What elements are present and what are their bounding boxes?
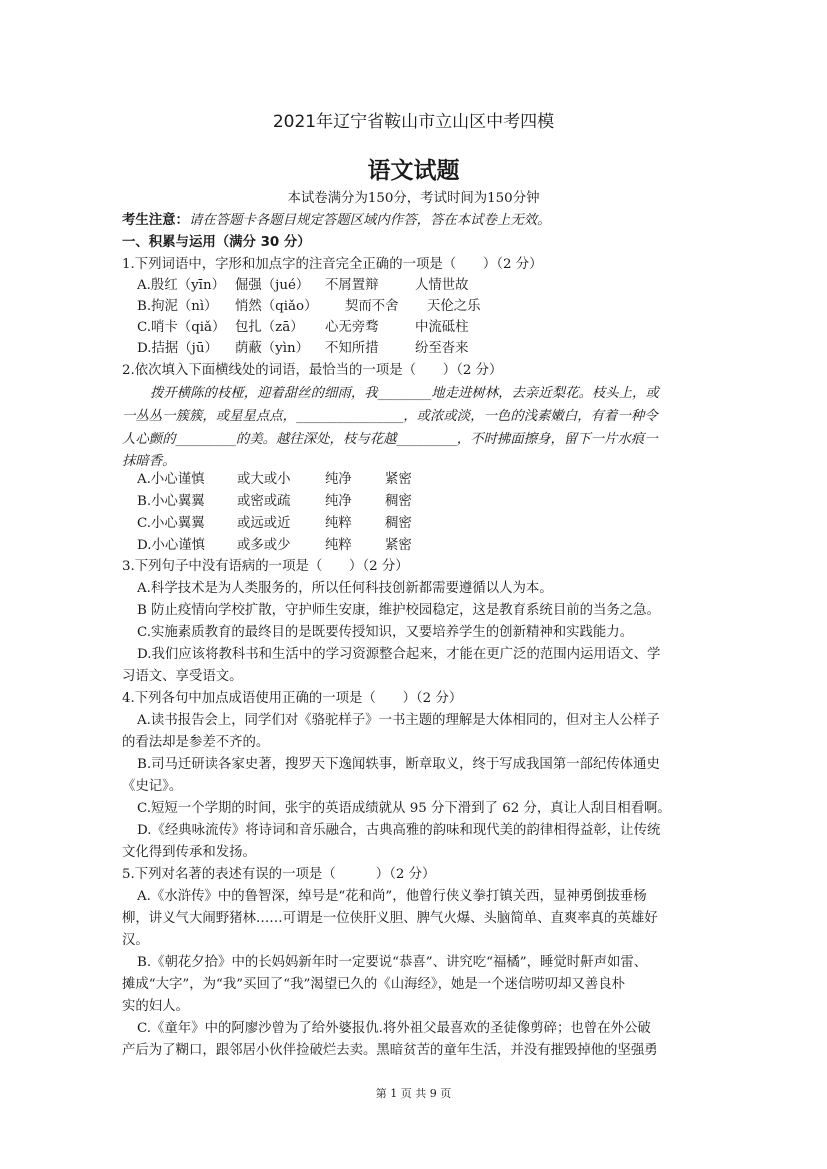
option-word: 纷至沓来 — [415, 341, 469, 356]
option-word: 心无旁骛 — [325, 320, 379, 335]
q3-option-b: B 防止疫情向学校扩散，守护师生安康，维护校园稳定，这是教育系统目前的当务之急。 — [137, 603, 660, 618]
q5-option-b: B.《朝花夕拾》中的长妈妈新年时一定要说“恭喜”、讲究吃“福橘”，睡觉时鼾声如雷、 — [137, 955, 648, 970]
q2-option-a — [137, 470, 706, 490]
option-word: 或密或疏 — [237, 494, 291, 509]
option-word: A.小心谨慎 — [137, 472, 205, 487]
q4-option-d: D.《经典咏流传》将诗词和音乐融合，古典高雅的韵味和现代美的韵律相得益彰，让传统 — [137, 823, 661, 838]
option-word: 或远或近 — [237, 516, 291, 531]
option-word: 稠密 — [385, 516, 412, 531]
q2-passage-line: 拨开横陈的枝桠，迎着甜丝的细雨，我________地走进树林，去亲近梨花。枝头上，或 — [150, 386, 659, 401]
option-word: D.小心谨慎 — [137, 538, 206, 553]
q3-option-c: C.实施素质教育的最终目的是既要传授知识，又要培养学生的创新精神和实践能力。 — [137, 625, 634, 640]
q2-option-c — [137, 514, 706, 534]
notice-label: 考生注意： — [122, 213, 189, 228]
q4-option-a-cont: 的看法却是参差不齐的。 — [122, 735, 270, 750]
q3-option-d: D.我们应该将教科书和生活中的学习资源整合起来，才能在更广泛的范围内运用语文、学 — [137, 647, 661, 662]
q4-option-d-cont: 文化得到传承和发扬。 — [122, 845, 256, 860]
exam-title: 2021年辽宁省鞍山市立山区中考四模 — [272, 112, 555, 132]
option-word: 悄然（qiǎo） — [235, 299, 318, 314]
option-word: B.拘泥（nì） — [137, 299, 218, 314]
option-word: B.小心翼翼 — [137, 494, 205, 509]
exam-info: 本试卷满分为150分，考试时间为150分钟 — [287, 191, 540, 206]
q4-stem: 4.下列各句中加点成语使用正确的一项是（ ）（2 分） — [122, 691, 463, 706]
q3-stem: 3.下列句子中没有语病的一项是（ ）（2 分） — [122, 559, 409, 574]
q1-option-a — [137, 276, 706, 296]
q5-option-c-cont: 产后为了糊口，跟邻居小伙伴捡破烂去卖。黑暗贫苦的童年生活，并没有摧毁掉他的坚强勇 — [122, 1043, 658, 1058]
q1-option-c — [137, 318, 706, 338]
option-word: A.殷红（yīn） — [137, 278, 225, 293]
notice-text: 请在答题卡各题目规定答题区域内作答，答在本试卷上无效。 — [188, 213, 551, 228]
q2-stem: 2.依次填入下面横线处的词语，最恰当的一项是（ ）（2 分） — [122, 363, 503, 378]
q2-passage-line: 人心颤的_________的美。越往深处，枝与花越_________，不时拂面擦身，留下一片水痕一 — [122, 432, 658, 447]
q4-option-a: A.读书报告会上，同学们对《骆驼样子》一书主题的理解是大体相同的，但对主人公样子 — [137, 713, 660, 728]
section-heading: 一、积累与运用（满分 30 分） — [122, 235, 311, 250]
option-word: 稠密 — [385, 494, 412, 509]
option-word: 纯净 — [325, 472, 352, 487]
q5-option-b-cont: 实的妇人。 — [122, 999, 189, 1014]
option-word: 不知所措 — [325, 341, 379, 356]
option-word: 纯净 — [325, 494, 352, 509]
q5-option-a: A.《水浒传》中的鲁智深，绰号是“花和尚”，他曾行侠义拳打镇关西，显神勇倒拔垂杨 — [137, 889, 647, 904]
option-word: 紧密 — [385, 472, 412, 487]
q3-option-a: A.科学技术是为人类服务的，所以任何科技创新都需要遵循以人为本。 — [137, 581, 553, 596]
q5-option-c: C.《童年》中的阿廖沙曾为了给外婆报仇.将外祖父最喜欢的圣徒像剪碎；也曾在外公破 — [137, 1021, 651, 1036]
option-word: 纯粹 — [325, 538, 352, 553]
q4-option-b-cont: 《史记》。 — [122, 779, 183, 794]
q5-option-a-cont: 柳，讲义气大闹野猪林……可谓是一位侠肝义胆、脾气火爆、头脑简单、直爽率真的英雄好 — [122, 911, 658, 926]
option-word: 天伦之乐 — [427, 299, 481, 314]
option-word: 纯粹 — [325, 516, 352, 531]
q1-stem: 1.下列词语中，字形和加点字的注音完全正确的一项是（ ）（2 分） — [122, 257, 543, 272]
option-word: 倔强（jué） — [235, 278, 310, 293]
option-word: 或多或少 — [237, 538, 291, 553]
option-word: 荫蔽（yìn） — [235, 341, 310, 356]
option-word: 契而不舍 — [345, 299, 399, 314]
q5-option-b-cont: 摊成“大字”，为“我”买回了“我”渴望已久的《山海经》，她是一个迷信唠叨却又善良朴 — [122, 977, 626, 992]
q1-option-b — [137, 297, 706, 317]
option-word: 中流砥柱 — [415, 320, 469, 335]
option-word: 不屑置辩 — [325, 278, 379, 293]
q2-option-d — [137, 536, 706, 556]
q5-option-a-cont: 汉。 — [122, 933, 149, 948]
q3-option-d-cont: 习语文、享受语文。 — [122, 669, 243, 684]
q2-passage-line: 一丛丛一簇簇，或星星点点，________________，或浓或淡，一色的浅素嫩白，有着一种令 — [122, 409, 658, 424]
q2-option-b — [137, 492, 706, 512]
option-word: C.小心翼翼 — [137, 516, 205, 531]
option-word: 人情世故 — [415, 278, 469, 293]
option-word: 或大或小 — [237, 472, 291, 487]
option-word: D.拮据（jū） — [137, 341, 218, 356]
option-word: C.哨卡（qiǎ） — [137, 320, 226, 335]
notice — [122, 211, 706, 231]
q1-option-d — [137, 339, 706, 359]
subject-title: 语文试题 — [367, 158, 460, 184]
option-word: 紧密 — [385, 538, 412, 553]
option-word: 包扎（zā） — [235, 320, 304, 335]
page-number: 第 1 页 共 9 页 — [375, 1087, 452, 1100]
q4-option-c: C.短短一个学期的时间，张宇的英语成绩就从 95 分下滑到了 62 分，真让人刮目相看啊。 — [137, 801, 671, 816]
q2-passage-line: 抹暗香。 — [122, 454, 176, 469]
q4-option-b: B.司马迁研读各家史著，搜罗天下逸闻轶事，断章取义，终于写成我国第一部纪传体通史 — [137, 757, 660, 772]
q5-stem: 5.下列对名著的表述有误的一项是（ ）（2 分） — [122, 867, 436, 882]
